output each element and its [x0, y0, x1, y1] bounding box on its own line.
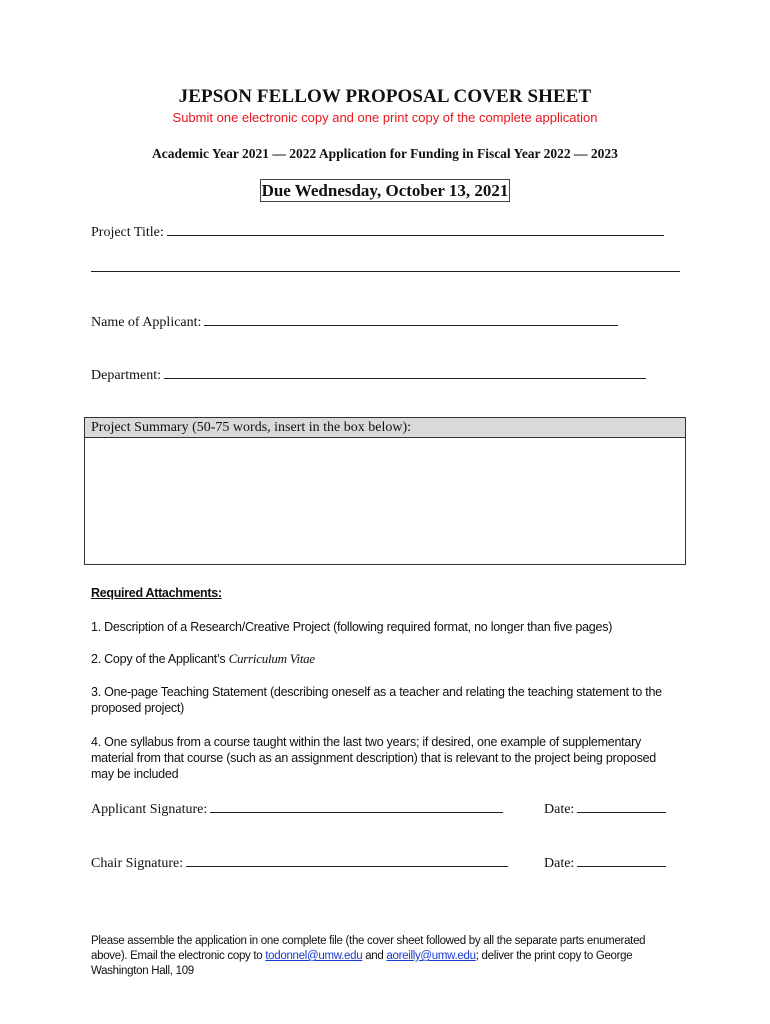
- applicant-signature-field: [91, 799, 503, 818]
- chair-date-blank[interactable]: [577, 853, 666, 867]
- attachment-item-2: [91, 651, 681, 667]
- due-date: Due Wednesday, October 13, 2021: [261, 181, 509, 200]
- chair-signature-label: Chair Signature:: [91, 856, 184, 871]
- project-summary-input-area[interactable]: [85, 438, 685, 565]
- assembly-instructions: [91, 934, 681, 979]
- email-link-aoreilly[interactable]: aoreilly@umw.edu: [386, 950, 476, 962]
- applicant-name-blank[interactable]: [204, 312, 618, 326]
- applicant-date-blank[interactable]: [577, 799, 666, 813]
- page-title: JEPSON FELLOW PROPOSAL COVER SHEET: [178, 86, 592, 107]
- department-blank[interactable]: [164, 365, 646, 379]
- attachment-item-2-text: 2. Copy of the Applicant’s: [91, 652, 229, 666]
- project-summary-box: [84, 417, 686, 565]
- department-label: Department:: [91, 368, 161, 383]
- footer-text-b: and: [362, 950, 387, 962]
- project-title-blank[interactable]: [167, 222, 664, 236]
- project-summary-header: Project Summary (50-75 words, insert in the box below):: [85, 418, 685, 438]
- project-title-field: [91, 222, 664, 241]
- chair-date-field: [544, 853, 666, 872]
- academic-year-line: Academic Year 2021 — 2022 Application for Funding in Fiscal Year 2022 — 2023: [152, 146, 618, 161]
- email-link-todonnel[interactable]: todonnel@umw.edu: [265, 950, 363, 962]
- attachment-item-3: 3. One-page Teaching Statement (describing oneself as a teacher and relating the teaching statement to the proposed project): [91, 685, 662, 715]
- applicant-name-field: [91, 312, 618, 331]
- footer-text-a: Please assemble the application in one complete file (the cover sheet followed by all the separate parts enumerated above). Email the electronic copy to: [91, 935, 646, 962]
- required-attachments-heading: Required Attachments:: [91, 586, 222, 600]
- chair-date-label: Date:: [544, 856, 575, 871]
- footer-text-c: ; deliver the print copy to George Washington Hall, 109: [91, 950, 633, 977]
- attachment-item-4: 4. One syllabus from a course taught within the last two years; if desired, one example of supplementary material from that course (such as an assignment description) that is relevant to the project being proposed may be included: [91, 735, 656, 781]
- curriculum-vitae-text: Curriculum Vitae: [228, 651, 315, 666]
- applicant-name-label: Name of Applicant:: [91, 315, 202, 330]
- department-field: [91, 365, 646, 384]
- applicant-date-field: [544, 799, 666, 818]
- applicant-signature-label: Applicant Signature:: [91, 802, 208, 817]
- project-title-continuation-blank[interactable]: [91, 271, 680, 272]
- applicant-date-label: Date:: [544, 802, 575, 817]
- submission-instructions: Submit one electronic copy and one print copy of the complete application: [172, 110, 598, 125]
- project-title-label: Project Title:: [91, 225, 164, 240]
- applicant-signature-blank[interactable]: [210, 799, 503, 813]
- chair-signature-field: [91, 853, 508, 872]
- attachment-item-1: 1. Description of a Research/Creative Project (following required format, no longer than five pages): [91, 620, 613, 634]
- chair-signature-blank[interactable]: [186, 853, 508, 867]
- due-date-wrap: [0, 179, 770, 202]
